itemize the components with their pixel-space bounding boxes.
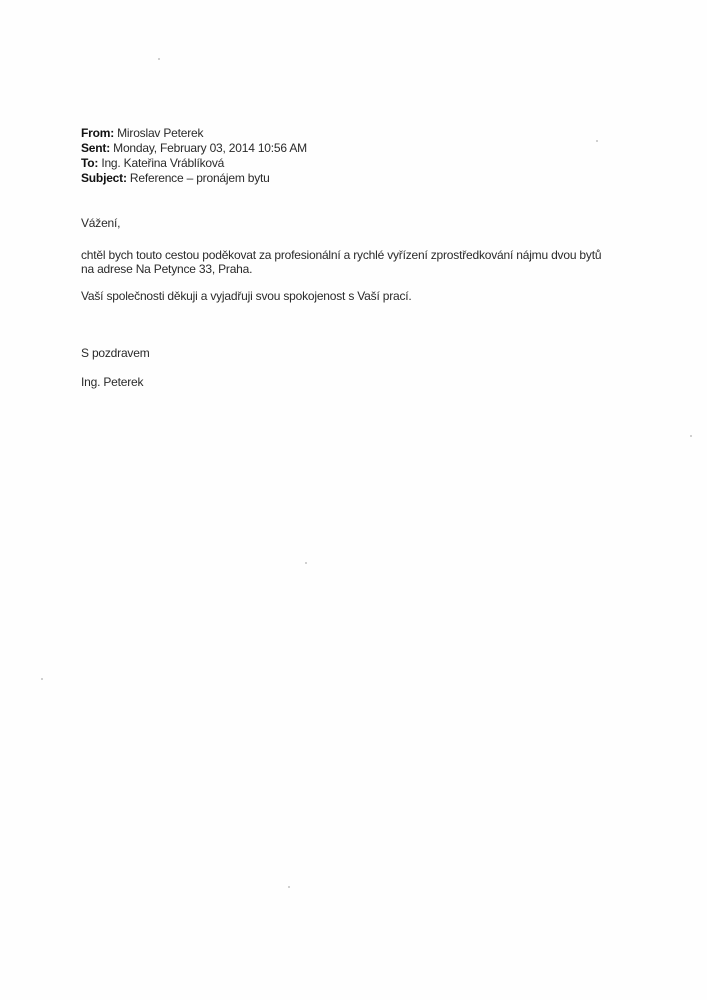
to-label: To: <box>81 156 99 170</box>
to-value: Ing. Kateřina Vráblíková <box>101 156 225 170</box>
subject-row <box>81 171 307 186</box>
scan-speck <box>596 140 598 142</box>
subject-value: Reference – pronájem bytu <box>129 171 270 185</box>
scan-speck <box>158 58 160 60</box>
sent-row <box>81 141 307 156</box>
scan-speck <box>288 886 290 888</box>
from-value: Miroslav Peterek <box>117 126 204 140</box>
signature: Ing. Peterek <box>81 375 144 389</box>
closing: S pozdravem <box>81 346 150 360</box>
greeting: Vážení, <box>81 216 121 230</box>
sent-value: Monday, February 03, 2014 10:56 AM <box>113 141 307 155</box>
email-header <box>81 126 307 186</box>
paragraph-1-line-2: na adrese Na Petynce 33, Praha. <box>81 262 253 276</box>
scan-speck <box>41 678 43 680</box>
sent-label: Sent: <box>81 141 111 155</box>
subject-label: Subject: <box>81 171 127 185</box>
to-row <box>81 156 307 171</box>
from-label: From: <box>81 126 114 140</box>
scan-speck <box>305 562 307 564</box>
scan-speck <box>690 435 692 437</box>
from-row <box>81 126 307 141</box>
paragraph-2: Vaší společnosti děkuji a vyjadřuji svou spokojenost s Vaší prací. <box>81 289 412 303</box>
paragraph-1-line-1: chtěl bych touto cestou poděkovat za profesionální a rychlé vyřízení zprostředkování nájmu dvou bytů <box>81 248 602 262</box>
